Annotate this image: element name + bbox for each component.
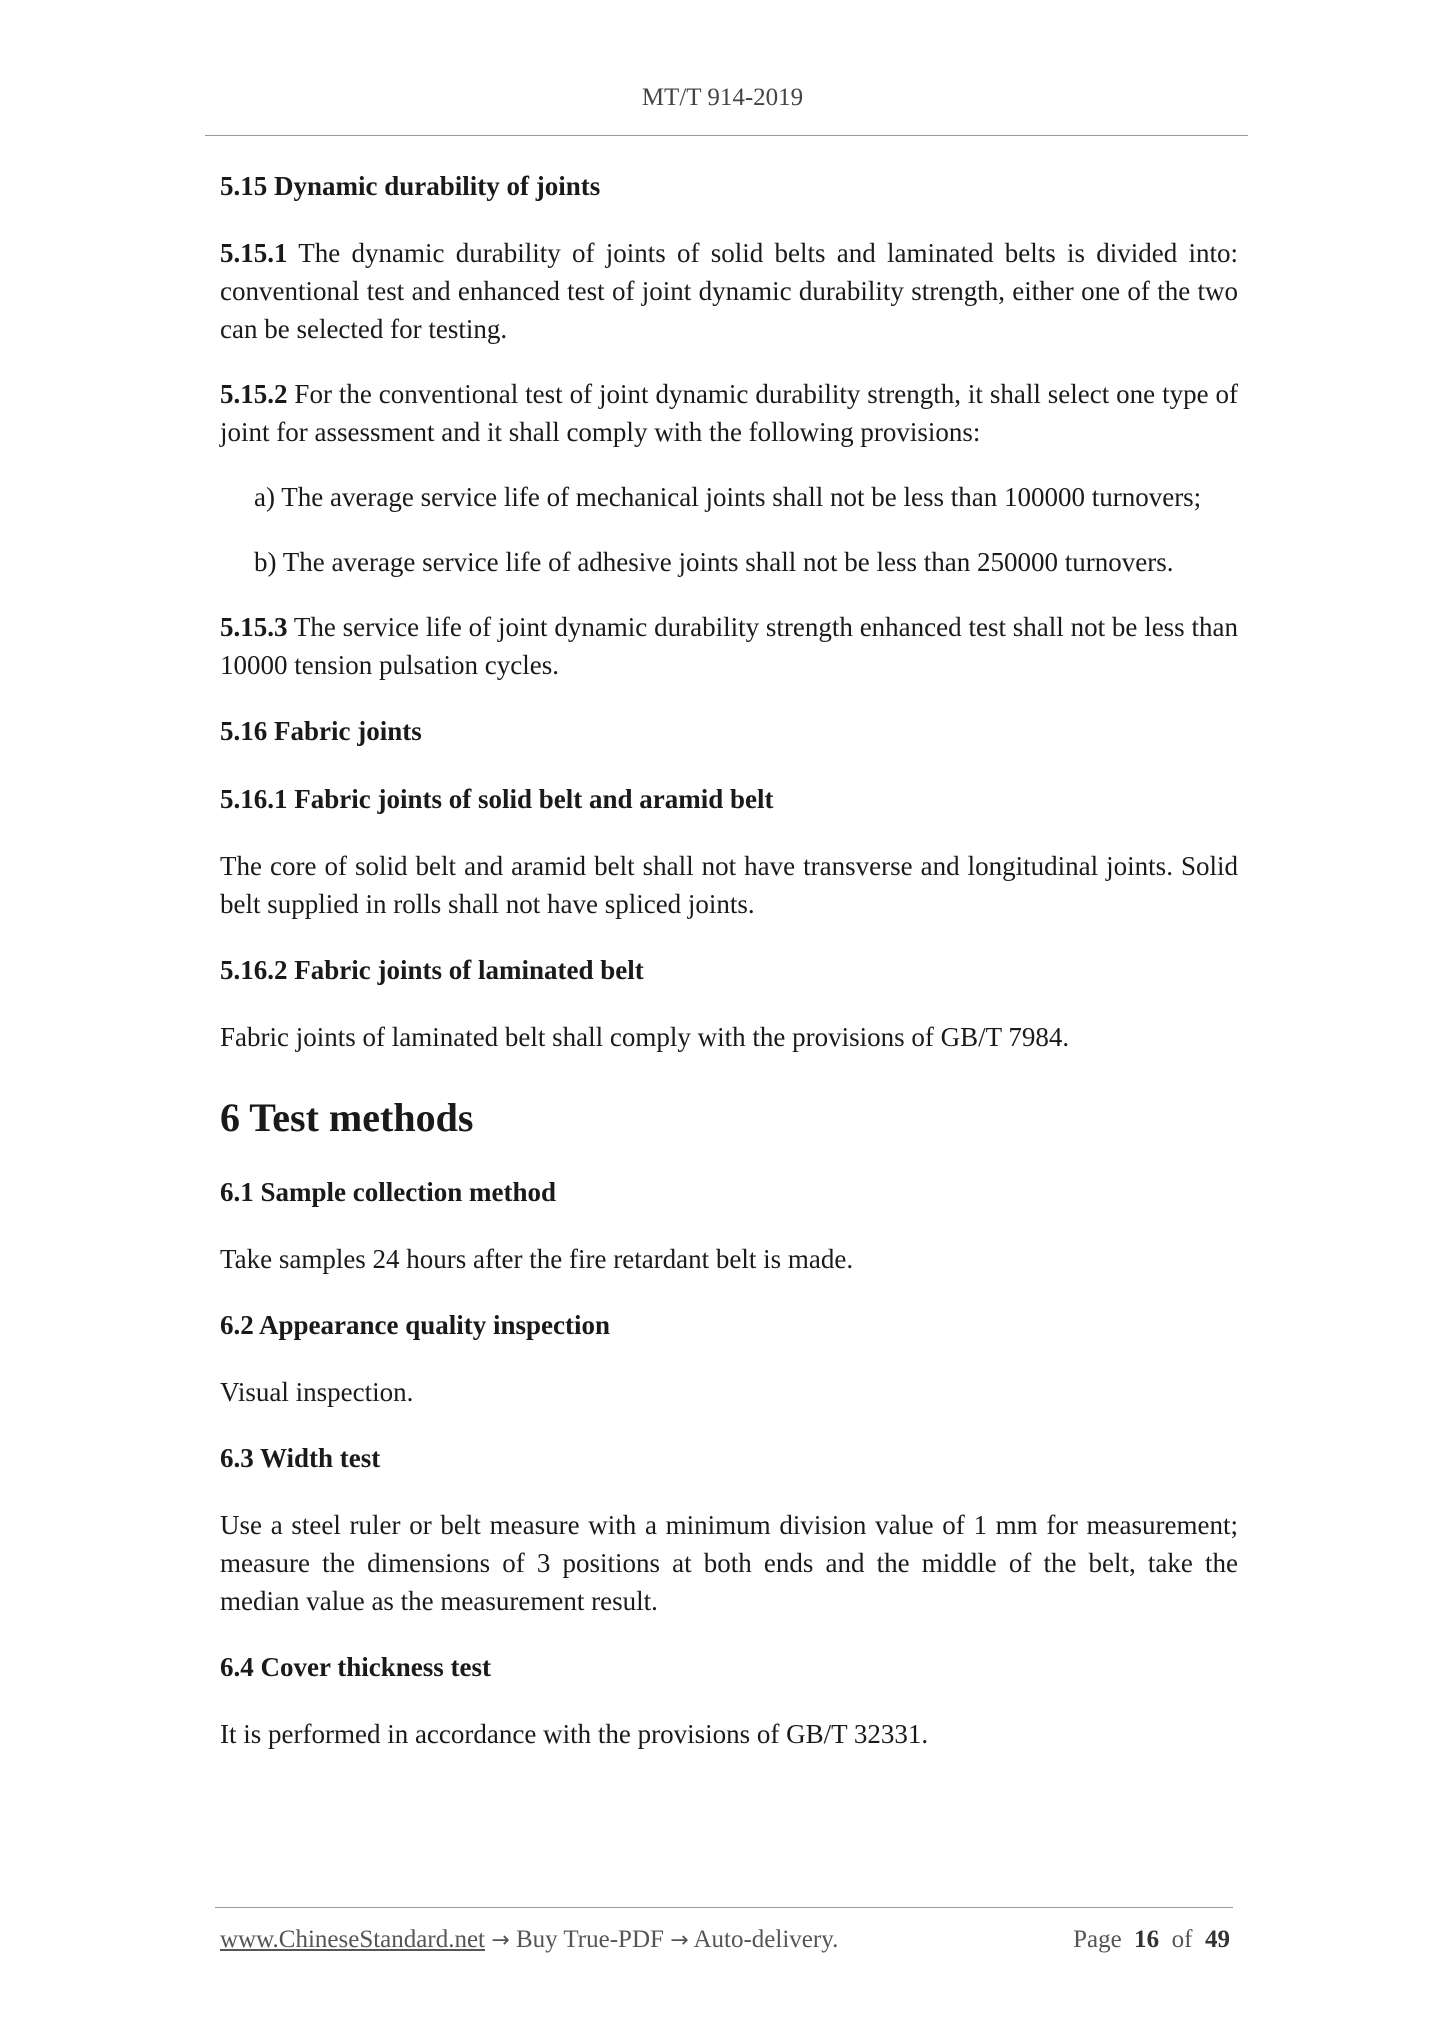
list-item-a: a) The average service life of mechanical joints shall not be less than 100000 turnovers; — [254, 482, 1202, 512]
clause-6-2-text: Visual inspection. — [220, 1377, 414, 1407]
section-5-16-heading: 5.16 Fabric joints — [220, 716, 422, 746]
page-body — [220, 166, 1238, 1780]
header-divider — [205, 135, 1248, 136]
clause-6-3-text: Use a steel ruler or belt measure with a minimum division value of 1 mm for measurement; measure the dimensions of 3 positions at both ends and the middle of the belt, take the median value as the measurement result. — [220, 1510, 1238, 1616]
clause-5-16-2-text: Fabric joints of laminated belt shall comply with the provisions of GB/T 7984. — [220, 1022, 1070, 1052]
clause-number: 5.15.3 — [220, 612, 288, 642]
footer-divider — [215, 1907, 1233, 1908]
clause-text: For the conventional test of joint dynamic durability strength, it shall select one type of joint for assessment and it shall comply with the following provisions: — [220, 379, 1238, 447]
page-number: 16 — [1134, 1926, 1160, 1953]
buy-true-pdf-text: Buy True-PDF — [509, 1926, 671, 1953]
clause-number: 5.15.1 — [220, 238, 288, 268]
clause-text: The dynamic durability of joints of solid belts and laminated belts is divided into: conventional test and enhanced test of joint dynamic durability strength, either one of the two can be selected for testing. — [220, 238, 1238, 344]
clause-text: The service life of joint dynamic durability strength enhanced test shall not be less than 10000 tension pulsation cycles. — [220, 612, 1238, 680]
of-label: of — [1171, 1926, 1193, 1953]
running-header: MT/T 914-2019 — [641, 84, 804, 111]
clause-number: 5.15.2 — [220, 379, 288, 409]
arrow-right-icon: → — [670, 1928, 689, 1953]
page-footer — [220, 1926, 1230, 1954]
auto-delivery-text: Auto-delivery. — [688, 1926, 839, 1953]
section-5-16-1-heading: 5.16.1 Fabric joints of solid belt and aramid belt — [220, 784, 774, 814]
chapter-6-heading: 6 Test methods — [220, 1095, 474, 1140]
section-6-4-heading: 6.4 Cover thickness test — [220, 1652, 491, 1682]
clause-5-15-2 — [220, 375, 1238, 451]
clause-5-16-1-text: The core of solid belt and aramid belt shall not have transverse and longitudinal joints. Solid belt supplied in rolls shall not have spliced joints. — [220, 851, 1238, 919]
clause-6-1-text: Take samples 24 hours after the fire retardant belt is made. — [220, 1244, 854, 1274]
page-indicator — [1073, 1926, 1230, 1954]
clause-5-15-1 — [220, 234, 1238, 348]
section-5-16-2-heading: 5.16.2 Fabric joints of laminated belt — [220, 955, 644, 985]
section-6-3-heading: 6.3 Width test — [220, 1443, 381, 1473]
page-total: 49 — [1205, 1926, 1230, 1953]
site-link[interactable]: www.ChineseStandard.net — [220, 1926, 485, 1953]
clause-6-4-text: It is performed in accordance with the provisions of GB/T 32331. — [220, 1719, 929, 1749]
list-item-b: b) The average service life of adhesive joints shall not be less than 250000 turnovers. — [254, 547, 1174, 577]
section-6-1-heading: 6.1 Sample collection method — [220, 1177, 556, 1207]
section-5-15-heading: 5.15 Dynamic durability of joints — [220, 171, 601, 201]
clause-5-15-3 — [220, 608, 1238, 684]
section-6-2-heading: 6.2 Appearance quality inspection — [220, 1310, 611, 1340]
page-label: Page — [1073, 1926, 1122, 1953]
arrow-right-icon: → — [491, 1928, 510, 1953]
